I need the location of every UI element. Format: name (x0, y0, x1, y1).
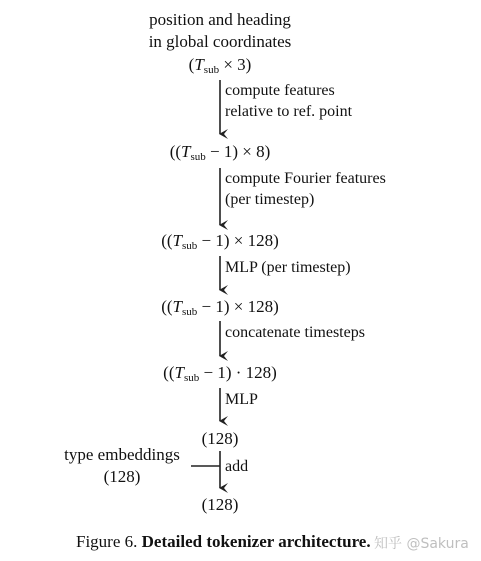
shape-subscript: sub (182, 306, 198, 318)
add-label: add (225, 458, 249, 475)
output-shape: (128) (201, 495, 239, 514)
shape-suffix: × 3) (219, 55, 252, 74)
shape-subscript: sub (203, 64, 220, 76)
shape-T: T (174, 363, 184, 382)
type-embeddings-label: type embeddings (64, 445, 180, 464)
shape-prefix: (( (169, 142, 182, 161)
step-1-label-line-1: compute features (225, 82, 335, 99)
shape-subscript: sub (182, 240, 198, 252)
step-5-label: MLP (225, 391, 258, 408)
input-line-2: in global coordinates (148, 32, 292, 51)
step-2-shape (161, 232, 279, 252)
shape-prefix: ( (188, 55, 195, 74)
input-line-1: position and heading (149, 10, 291, 29)
shape-prefix: (( (161, 231, 173, 250)
figure-caption (76, 533, 371, 550)
caption-title: Detailed tokenizer architecture. (141, 532, 371, 551)
type-embeddings-shape: (128) (103, 467, 141, 486)
shape-prefix: (( (161, 297, 173, 316)
shape-T: T (172, 297, 183, 316)
step-1-shape (170, 143, 271, 163)
caption-prefix: Figure 6. (76, 532, 142, 551)
step-4-label: concatenate timesteps (225, 324, 365, 341)
step-3-shape (161, 298, 279, 318)
step-5-shape: (128) (201, 429, 239, 448)
step-3-label: MLP (per timestep) (225, 259, 351, 276)
step-1-label-line-2: relative to ref. point (225, 103, 353, 120)
step-2-label-line-1: compute Fourier features (225, 170, 386, 187)
shape-T: T (172, 231, 183, 250)
watermark: 知乎 @Sakura (374, 536, 469, 552)
step-2-label-line-2: (per timestep) (225, 191, 315, 208)
shape-subscript: sub (190, 151, 206, 163)
step-4-shape (163, 364, 277, 384)
shape-T: T (194, 55, 204, 74)
shape-suffix: − 1) × 128) (197, 297, 279, 316)
input-shape (189, 56, 252, 76)
shape-suffix: − 1) × 8) (205, 142, 271, 161)
shape-T: T (181, 142, 191, 161)
shape-prefix: (( (163, 363, 175, 382)
shape-suffix: − 1) × 128) (197, 231, 279, 250)
shape-suffix: − 1) · 128) (199, 363, 277, 382)
shape-subscript: sub (183, 372, 200, 384)
